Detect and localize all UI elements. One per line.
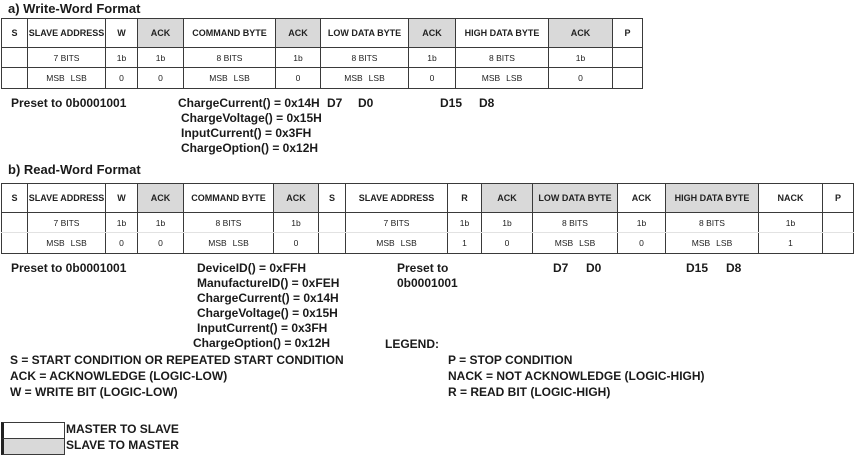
lsb-label: LSB: [70, 73, 87, 83]
command-item: InputCurrent() = 0x3FH: [197, 321, 328, 335]
field-header-s: S: [319, 184, 346, 213]
field-value-p: [823, 233, 854, 254]
msb-label: MSB: [554, 238, 574, 248]
field-value-command-byte: [184, 233, 274, 254]
lsb-label: LSB: [716, 238, 733, 248]
command-item: DeviceID() = 0xFFH: [197, 261, 307, 275]
field-value-p: [613, 68, 643, 89]
field-bits-ack: 1b: [276, 48, 321, 68]
field-bits-low-data-byte: 8 BITS: [321, 48, 409, 68]
header-row: [2, 184, 854, 213]
msb-label: MSB: [46, 73, 65, 83]
field-header-s: S: [2, 184, 28, 213]
master-to-slave-swatch: [1, 422, 65, 439]
slave-to-master-label: SLAVE TO MASTER: [66, 438, 179, 452]
field-bits-high-data-byte: 8 BITS: [456, 48, 549, 68]
field-header-p: P: [823, 184, 854, 213]
field-value-ack: 0: [409, 68, 456, 89]
field-bits-s: [319, 213, 346, 233]
command-item: ChargeVoltage() = 0x15H: [181, 111, 322, 125]
command-item: ChargeCurrent() = 0x14H: [178, 96, 320, 110]
field-bits-high-data-byte: 8 BITS: [666, 213, 759, 233]
field-bits-ack: 1b: [138, 48, 184, 68]
field-bits-ack: 1b: [138, 213, 184, 233]
field-value-slave-address: [28, 68, 106, 89]
field-header-nack: NACK: [759, 184, 823, 213]
field-header-slave-address: SLAVE ADDRESS: [28, 19, 106, 48]
field-header-r: R: [448, 184, 482, 213]
legend-left-list: [10, 352, 344, 400]
field-header-ack: ACK: [138, 184, 184, 213]
field-value-ack: 0: [549, 68, 613, 89]
msb-label: MSB: [691, 238, 711, 248]
field-header-ack: ACK: [549, 19, 613, 48]
legend-item: W = WRITE BIT (LOGIC-LOW): [10, 385, 178, 399]
field-value-command-byte: [184, 68, 276, 89]
command-item: ChargeOption() = 0x12H: [181, 141, 319, 155]
low-byte-msb-label: D7: [327, 96, 343, 110]
field-value-high-data-byte: [456, 68, 549, 89]
field-value-s: [319, 233, 346, 254]
field-bits-ack: 1b: [409, 48, 456, 68]
write-word-title: a) Write-Word Format: [8, 1, 141, 16]
lsb-label: LSB: [70, 238, 87, 248]
field-header-w: W: [106, 19, 138, 48]
field-value-low-data-byte: [533, 233, 618, 254]
field-bits-ack: 1b: [549, 48, 613, 68]
command-item: ManufactureID() = 0xFEH: [197, 276, 340, 290]
read-preset-note: Preset to 0b0001001: [11, 261, 127, 275]
field-bits-ack: 1b: [618, 213, 666, 233]
field-header-ack: ACK: [138, 19, 184, 48]
field-value-ack: 0: [274, 233, 319, 254]
field-bits-w: 1b: [106, 213, 138, 233]
field-header-high-data-byte: HIGH DATA BYTE: [666, 184, 759, 213]
field-header-ack: ACK: [274, 184, 319, 213]
field-value-ack: 0: [276, 68, 321, 89]
field-bits-slave-address: 7 BITS: [28, 48, 106, 68]
field-bits-s: [2, 213, 28, 233]
legend-item: R = READ BIT (LOGIC-HIGH): [448, 385, 611, 399]
field-bits-w: 1b: [106, 48, 138, 68]
value-row: [2, 233, 854, 254]
field-header-low-data-byte: LOW DATA BYTE: [533, 184, 618, 213]
field-bits-ack: 1b: [482, 213, 533, 233]
high-byte-lsb-label: D8: [479, 96, 495, 110]
legend-item: NACK = NOT ACKNOWLEDGE (LOGIC-HIGH): [448, 369, 705, 383]
field-bits-ack: 1b: [274, 213, 319, 233]
lsb-label: LSB: [368, 73, 385, 83]
msb-label: MSB: [209, 73, 228, 83]
high-byte-msb-label: D15: [686, 261, 709, 275]
command-item: ChargeCurrent() = 0x14H: [197, 291, 339, 305]
command-item: InputCurrent() = 0x3FH: [181, 126, 312, 140]
bits-row: [2, 48, 643, 68]
field-value-ack: 0: [138, 68, 184, 89]
field-value-slave-address: [28, 233, 106, 254]
field-header-ack: ACK: [482, 184, 533, 213]
read-word-frame: [1, 183, 854, 254]
low-byte-lsb-label: D0: [586, 261, 602, 275]
read-word-title: b) Read-Word Format: [8, 162, 141, 177]
field-bits-command-byte: 8 BITS: [184, 213, 274, 233]
slave-to-master-swatch: [1, 438, 65, 455]
field-value-slave-address: [346, 233, 448, 254]
field-value-s: [2, 68, 28, 89]
lsb-label: LSB: [232, 238, 249, 248]
write-command-list: [178, 96, 322, 156]
field-bits-s: [2, 48, 28, 68]
header-row: [2, 19, 643, 48]
legend-item: P = STOP CONDITION: [448, 353, 573, 367]
low-byte-lsb-label: D0: [358, 96, 374, 110]
msb-label: MSB: [46, 238, 65, 248]
field-bits-slave-address: 7 BITS: [346, 213, 448, 233]
read-preset2-line2: 0b0001001: [397, 276, 458, 290]
field-header-command-byte: COMMAND BYTE: [184, 184, 274, 213]
legend-title: LEGEND:: [385, 337, 439, 351]
msb-label: MSB: [344, 73, 363, 83]
command-item: ChargeVoltage() = 0x15H: [197, 306, 338, 320]
field-bits-r: 1b: [448, 213, 482, 233]
field-value-s: [2, 233, 28, 254]
write-preset-note: Preset to 0b0001001: [11, 96, 127, 110]
command-item: ChargeOption() = 0x12H: [193, 336, 331, 350]
field-header-s: S: [2, 19, 28, 48]
field-header-slave-address: SLAVE ADDRESS: [28, 184, 106, 213]
legend-item: S = START CONDITION OR REPEATED START CONDITION: [10, 353, 344, 367]
field-value-ack: 0: [482, 233, 533, 254]
field-value-w: 0: [106, 68, 138, 89]
field-value-nack: 1: [759, 233, 823, 254]
field-bits-p: [613, 48, 643, 68]
high-byte-lsb-label: D8: [726, 261, 742, 275]
field-header-low-data-byte: LOW DATA BYTE: [321, 19, 409, 48]
legend-item: ACK = ACKNOWLEDGE (LOGIC-LOW): [10, 369, 228, 383]
field-header-high-data-byte: HIGH DATA BYTE: [456, 19, 549, 48]
field-bits-low-data-byte: 8 BITS: [533, 213, 618, 233]
field-header-command-byte: COMMAND BYTE: [184, 19, 276, 48]
msb-label: MSB: [208, 238, 227, 248]
field-bits-nack: 1b: [759, 213, 823, 233]
write-word-frame: [1, 18, 643, 89]
low-byte-msb-label: D7: [553, 261, 569, 275]
field-bits-command-byte: 8 BITS: [184, 48, 276, 68]
high-byte-msb-label: D15: [440, 96, 463, 110]
lsb-label: LSB: [400, 238, 417, 248]
field-value-ack: 0: [138, 233, 184, 254]
legend-right-list: [448, 352, 705, 400]
field-bits-slave-address: 7 BITS: [28, 213, 106, 233]
field-value-low-data-byte: [321, 68, 409, 89]
field-header-p: P: [613, 19, 643, 48]
field-header-w: W: [106, 184, 138, 213]
read-preset2-line1: Preset to: [397, 261, 449, 275]
field-value-w: 0: [106, 233, 138, 254]
read-command-list: [193, 261, 340, 351]
value-row: [2, 68, 643, 89]
msb-label: MSB: [376, 238, 395, 248]
master-to-slave-label: MASTER TO SLAVE: [66, 422, 179, 436]
lsb-label: LSB: [233, 73, 250, 83]
field-value-high-data-byte: [666, 233, 759, 254]
field-bits-p: [823, 213, 854, 233]
field-value-ack: 0: [618, 233, 666, 254]
field-header-ack: ACK: [276, 19, 321, 48]
field-value-r: 1: [448, 233, 482, 254]
field-header-slave-address: SLAVE ADDRESS: [346, 184, 448, 213]
bits-row: [2, 213, 854, 233]
field-header-ack: ACK: [409, 19, 456, 48]
lsb-label: LSB: [579, 238, 596, 248]
lsb-label: LSB: [506, 73, 523, 83]
field-header-ack: ACK: [618, 184, 666, 213]
msb-label: MSB: [481, 73, 501, 83]
